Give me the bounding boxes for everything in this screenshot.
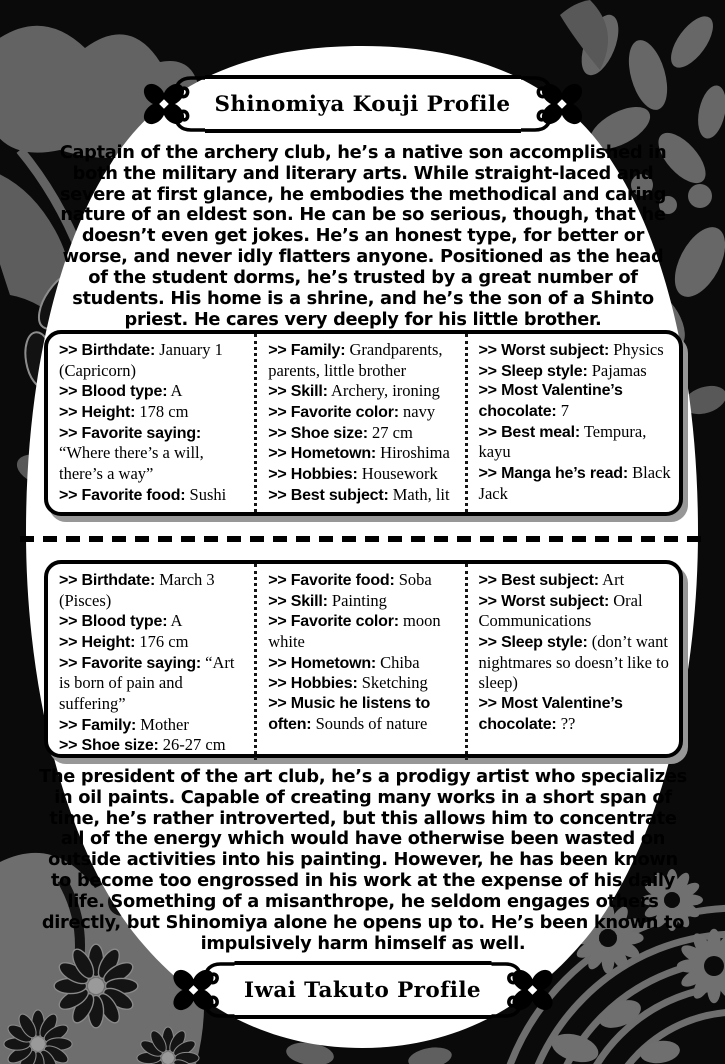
banner-frame — [204, 75, 520, 133]
stat-row — [59, 632, 248, 653]
clover-swirl-ornament-right — [521, 62, 585, 146]
banner-frame — [234, 961, 491, 1019]
stat-row — [268, 611, 458, 652]
stat-row — [268, 570, 458, 591]
shinomiya-stats-column-3 — [465, 334, 679, 512]
stat-value: (don’t want nightmares so doesn’t like to sleep) — [478, 632, 669, 693]
stat-value: Sushi — [185, 484, 227, 504]
stat-label: >> Hometown: — [268, 654, 377, 672]
stat-label: >> Family: — [59, 716, 137, 734]
stat-value: Grandparents, parents, little brother — [268, 340, 443, 380]
stat-value: Physics — [609, 340, 664, 359]
stat-row — [268, 402, 458, 423]
stat-value: A — [167, 611, 183, 631]
clover-swirl-ornament-right — [491, 948, 555, 1032]
stat-label: >> Best meal: — [478, 423, 580, 441]
stat-label: >> Best subject: — [268, 486, 389, 504]
stat-value: A — [167, 381, 183, 401]
stat-value: navy — [398, 402, 436, 422]
stat-row — [59, 715, 248, 736]
stat-label: >> Height: — [59, 404, 136, 422]
page-title-shinomiya: Shinomiya Kouji Profile — [214, 91, 511, 117]
stat-label: >> Worst subject: — [478, 592, 610, 610]
stat-row — [479, 570, 673, 591]
stat-row — [59, 570, 248, 611]
stat-row — [268, 591, 458, 612]
stat-label: >> Sleep style: — [478, 362, 588, 380]
iwai-bio-paragraph: The president of the art club, he’s a prodigy artist who specializes in oil paints. Capable of creating many works in a short span of time, he’s rather introverted, but this allows him to concentrate all of the energy which would have otherwise been wasted on outside activities into his painting. However, he has been known to become too engrossed in his work at the expense of his daily life. Something of a misanthrope, he seldom engages others directly, but Shinomiya alone he opens up to. He’s been known to impulsively harm himself as well. — [39, 766, 687, 954]
stat-value: January 1 (Capricorn) — [59, 340, 223, 380]
stat-row — [479, 381, 673, 421]
stat-value: “Art is born of pain and suffering” — [59, 652, 235, 714]
stat-label: >> Height: — [59, 634, 136, 652]
stat-label: >> Shoe size: — [268, 424, 368, 442]
stat-value: 7 — [556, 401, 569, 421]
stat-label: >> Favorite color: — [268, 613, 399, 631]
stat-value: 178 cm — [135, 402, 189, 422]
stat-row — [268, 694, 458, 734]
stat-value: Painting — [327, 590, 387, 610]
stat-value: Soba — [394, 570, 432, 589]
stat-label: >> Birthdate: — [59, 572, 156, 589]
stat-row — [479, 694, 673, 734]
stat-label: >> Favorite saying: — [59, 654, 202, 672]
stat-row — [59, 611, 248, 632]
stat-label: >> Hometown: — [268, 445, 377, 463]
stat-value: 27 cm — [367, 422, 413, 442]
stat-value: Oral Communications — [478, 590, 643, 631]
stat-row — [479, 463, 673, 504]
stat-row — [479, 591, 673, 632]
iwai-stats-box — [44, 560, 683, 758]
stat-row — [479, 422, 673, 463]
stat-row — [59, 735, 248, 756]
stat-row — [268, 673, 458, 694]
stat-row — [268, 485, 458, 506]
shinomiya-bio-paragraph: Captain of the archery club, he’s a native son accomplished in both the military and literary arts. While straight-laced and severe at first glance, he embodies the methodical and caring nature of an eldest son. He can be so serious, though, that he doesn’t even get jokes. He’s an honest type, for better or worse, and never idly flatters anyone. Positioned as the head of the student dorms, he’s trusted by a great number of students. His home is a shrine, and he’s the son of a Shinto priest. He cares very deeply for his little brother. — [59, 142, 667, 330]
stat-label: >> Favorite saying: — [59, 424, 202, 442]
stat-row — [268, 340, 458, 381]
iwai-stats-column-3 — [465, 564, 679, 760]
stat-value: Archery, ironing — [327, 381, 440, 401]
stat-value: Chiba — [376, 652, 420, 672]
stat-label: >> Hobbies: — [268, 675, 358, 693]
stat-label: >> Skill: — [268, 592, 328, 610]
stat-row — [268, 464, 458, 485]
stat-value: 26-27 cm — [158, 735, 226, 755]
stat-label: >> Manga he’s read: — [478, 465, 628, 483]
stat-label: >> Sleep style: — [478, 634, 588, 652]
stat-label: >> Hobbies: — [268, 466, 358, 484]
iwai-stats-column-1 — [48, 564, 254, 760]
stat-value: Black Jack — [478, 463, 671, 503]
stat-value: Housework — [357, 464, 438, 484]
top-banner — [140, 62, 584, 146]
iwai-stats-column-2 — [254, 564, 464, 760]
stat-value: Sounds of nature — [311, 713, 428, 733]
page-title-iwai: Iwai Takuto Profile — [243, 977, 482, 1003]
stat-row — [268, 423, 458, 444]
stat-row — [59, 381, 248, 402]
dashed-divider — [20, 536, 706, 542]
stat-value: “Where there’s a will, there’s a way” — [59, 443, 204, 484]
stat-label: >> Birthdate: — [59, 342, 156, 359]
stat-value: 176 cm — [135, 632, 189, 652]
stat-row — [268, 381, 458, 402]
stat-label: >> Shoe size: — [59, 737, 159, 755]
stat-row — [59, 402, 248, 423]
stat-label: >> Blood type: — [59, 383, 168, 401]
stat-value: Hiroshima — [376, 443, 450, 463]
stat-label: >> Skill: — [268, 383, 328, 401]
stat-value: Art — [598, 570, 625, 589]
stat-value: Mother — [136, 714, 189, 734]
stat-row — [479, 340, 673, 361]
stat-label: >> Most Valentine’s chocolate: — [478, 382, 623, 421]
bottom-banner — [170, 948, 555, 1032]
stat-value: Math, lit — [388, 484, 450, 504]
stat-row — [59, 340, 248, 381]
stat-value: Pajamas — [587, 360, 647, 380]
stat-row — [59, 423, 248, 485]
stat-label: >> Favorite food: — [268, 572, 395, 589]
stat-value: March 3 (Pisces) — [59, 570, 215, 610]
stat-value: ?? — [556, 713, 576, 733]
stat-row — [59, 653, 248, 715]
shinomiya-stats-column-2 — [254, 334, 464, 512]
stat-row — [479, 361, 673, 382]
stat-label: >> Most Valentine’s chocolate: — [478, 695, 623, 733]
stat-value: Tempura, kayu — [478, 421, 647, 462]
stat-row — [59, 485, 248, 506]
stat-label: >> Favorite color: — [268, 404, 399, 422]
shinomiya-stats-column-1 — [48, 334, 254, 512]
stat-row — [479, 632, 673, 694]
stat-label: >> Best subject: — [478, 572, 599, 589]
stat-row — [268, 443, 458, 464]
stat-label: >> Worst subject: — [478, 342, 610, 359]
clover-swirl-ornament-left — [170, 948, 234, 1032]
stat-label: >> Music he listens to often: — [268, 695, 431, 733]
stat-row — [268, 653, 458, 674]
clover-swirl-ornament-left — [140, 62, 204, 146]
stat-label: >> Blood type: — [59, 613, 168, 631]
shinomiya-stats-box — [44, 330, 683, 516]
stat-label: >> Family: — [268, 342, 346, 359]
stat-value: Sketching — [357, 673, 428, 693]
stat-label: >> Favorite food: — [59, 486, 186, 504]
stat-value: moon white — [268, 611, 441, 652]
